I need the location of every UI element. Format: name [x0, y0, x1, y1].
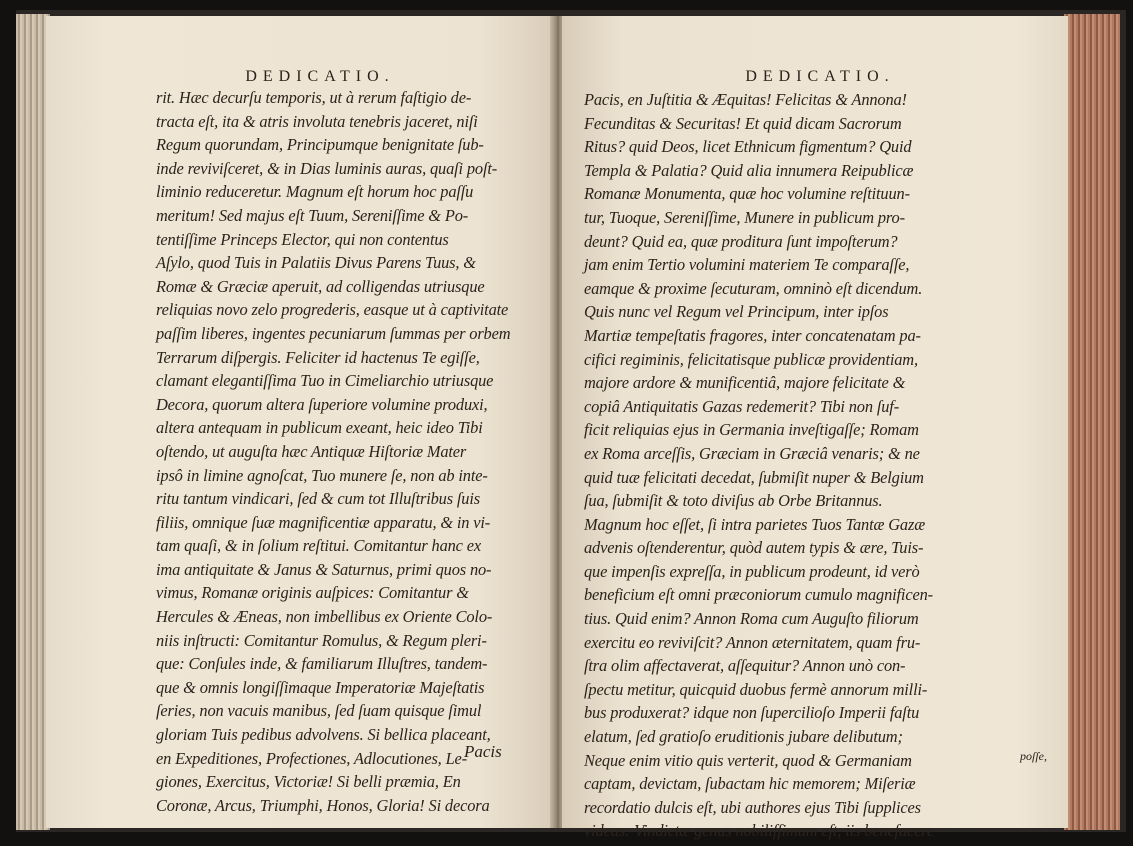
right-page-edges — [1064, 14, 1120, 830]
right-page-text: Pacis, en Juſtitia & Æquitas! Felicitas & Annona! Fecunditas & Securitas! Et quid dicam Sacrorum Ritus? quid Deos, licet Ethnicum figmentum? Quid Templa & Palatia? Quid alia innumera Reipublicæ Romanæ Monumenta, quæ hoc volumine reſtituun- tur, Tuoque, Sereniſſime, Munere in publicum pro- deunt? Quid ea, quæ proditura ſunt impoſterum? jam enim Tertio volumini materiem Te comparaſſe, eamque & proxime ſecuturam, omninò eſt dicendum. Quis nunc vel Regum vel Principum, inter ipſos Martiæ tempeſtatis fragores, inter concatenatam pa- cifici regiminis, felicitatisque publicæ providentiam, majore ardore & munificentiâ, majore felicitate & copiâ Antiquitatis Gazas redemerit? Tibi non ſuf- ficit reliquias ejus in Germania inveſtigaſſe; Romam ex Roma arceſſis, Græciam in Græciâ venaris; & ne quid tuæ felicitati decedat, ſubmiſit nuper & Belgium ſua, ſubmiſit & toto diviſus ab Orbe Britannus. Magnum hoc eſſet, ſi intra parietes Tuos Tantæ Gazæ advenis oſtenderentur, quòd autem typis & ære, Tuis- que impenſis expreſſa, in publicum prodeunt, id verò beneficium eſt omni præconiorum cumulo magnificen- tius. Quid enim? Annon Roma cum Auguſto filiorum exercitu eo reviviſcit? Annon æternitatem, quam fru- ſtra olim affectaverat, aſſequitur? Annon unò con- ſpectu metitur, quicquid duobus fermè annorum milli- bus produxerat? idque non ſupercilioſo Imperii faſtu elatum, ſed gratioſo eruditionis jubare delibutum; Neque enim vitio quis verterit, quod & Germaniam captam, devictam, ſubactam hic memorem; Miſeriæ recordatio dulcis eſt, ubi authores ejus Tibi ſupplices videas: Vindictæ genus nobiliſſimum eſt, iis benefacere — [584, 90, 934, 841]
left-page-header: DEDICATIO. — [245, 68, 395, 85]
right-page — [562, 16, 1068, 841]
left-page-edges — [16, 14, 50, 830]
right-catchword: poſſe, — [1020, 749, 1047, 763]
left-page — [46, 16, 554, 828]
left-page-text: rit. Hæc decurſu temporis, ut à rerum faſtigio de- tracta eſt, ita & atris involuta tenebris jaceret, niſi Regum quorundam, Principumque benignitate ſub- inde reviviſceret, & in Dias luminis auras, quaſi poſt- liminio reduceretur. Magnum eſt horum hoc paſſu meritum! Sed majus eſt Tuum, Sereniſſime & Po- tentiſſime Princeps Elector, qui non contentus Aſylo, quod Tuis in Palatiis Divus Parens Tuus, & Romæ & Græciæ aperuit, ad colligendas utriusque reliquias novo zelo progrederis, easque ut à captivitate paſſim liberes, ingentes pecuniarum ſummas per orbem Terrarum diſpergis. Feliciter id hactenus Te egiſſe, clamant elegantiſſima Tuo in Cimeliarchio utriusque Decora, quorum altera ſuperiore volumine produxi, altera antequam in publicum exeant, heic ideo Tibi oſtendo, ut auguſta hæc Antiquæ Hiſtoriæ Mater ipsô in limine agnoſcat, Tuo munere ſe, non ab inte- ritu tantum vindicari, ſed & cum tot Illuſtribus ſuis filiis, omnique ſuæ magnificentiæ apparatu, & in vi- tam quaſi, & in ſolium reſtitui. Comitantur hanc ex ima antiquitate & Janus & Saturnus, primi quos no- vimus, Romanæ originis auſpices: Comitantur & Hercules & Æneas, non imbellibus ex Oriente Colo- niis inſtructi: Comitantur Romulus, & Regum pleri- que: Conſules inde, & familiarum Illuſtres, tandem- que & omnis longiſſimaque Imperatoriæ Majeſtatis ſeries, non vacuis manibus, ſed ſuam quisque ſimul gloriam Tuis pedibus advolvens. Si bellica placeant, en Expeditiones, Profectiones, Adlocutiones, Le- giones, Exercitus, Victoriæ! Si belli præmia, En Coronæ, Arcus, Triumphi, Honos, Gloria! Si decora — [156, 88, 511, 815]
right-page-header: DEDICATIO. — [745, 68, 895, 85]
left-catchword: Pacis — [464, 742, 502, 761]
